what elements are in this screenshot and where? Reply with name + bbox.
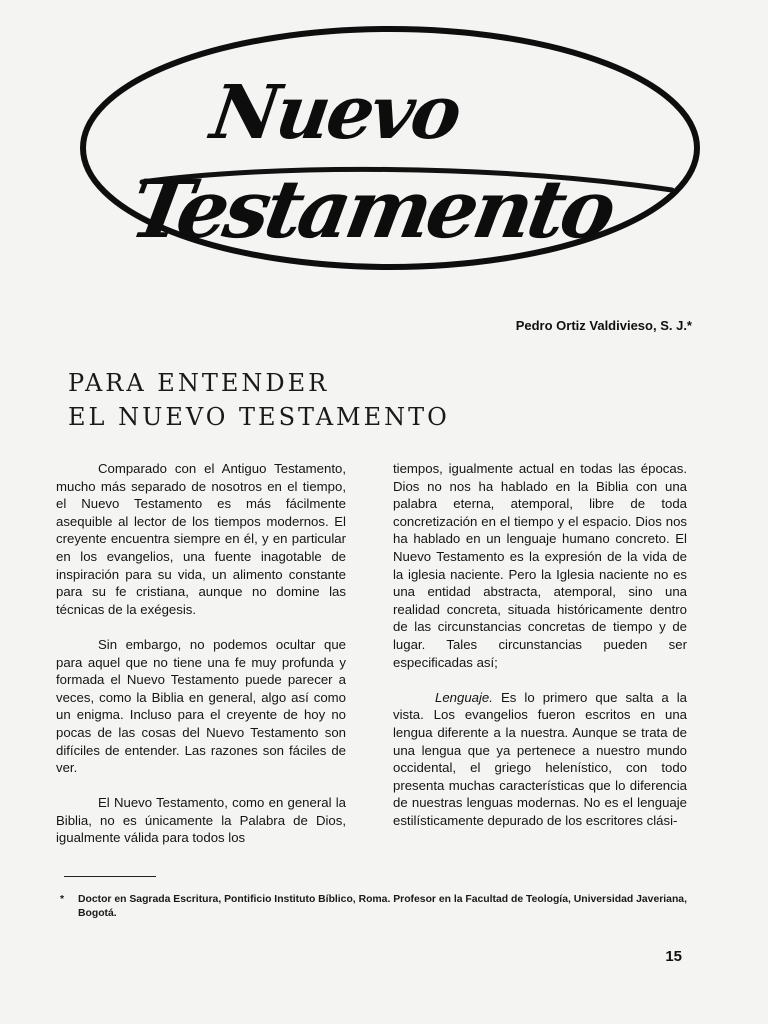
- paragraph-body: Es lo primero que salta a la vista. Los evangelios fueron escritos en una lengua diferente a la nuestra. Aunque se trata de una lengua que ya pertenece a nuestro mundo occidental, el griego helenístico, con todo presenta muchas características que lo diferencia de nuestras lenguas modernas. No es el lenguaje estilísticamente depurado de los escritores clási-: [393, 689, 687, 828]
- footnote-divider: [64, 876, 156, 877]
- article-heading: [68, 366, 450, 434]
- paragraph-lead: Lenguaje.: [435, 689, 493, 705]
- page-number: 15: [665, 948, 682, 965]
- footnote: [60, 893, 690, 921]
- footnote-marker: *: [60, 894, 65, 905]
- paragraph: tiempos, igualmente actual en todas las épocas. Dios no nos ha hablado en la Biblia con una palabra eterna, atemporal, libre de toda concretización en el tiempo y el espacio. Dios nos ha hablado en un lenguaje humano concreto. El Nuevo Testamento es la expresión de la vida de la iglesia naciente. Pero la Iglesia naciente no es una entidad abstracta, atemporal, sino una realidad concreta, situada históricamente dentro de las circunstancias concretas de tiempo y de lugar. Tales circunstancias pueden ser especificadas así;: [393, 461, 687, 670]
- masthead-logo: [72, 14, 712, 284]
- right-column: [393, 460, 687, 847]
- author-byline: Pedro Ortiz Valdivieso, S. J.*: [515, 318, 692, 333]
- heading-line-2: EL NUEVO TESTAMENTO: [68, 403, 450, 431]
- paragraph: [393, 689, 687, 830]
- paragraph: Sin embargo, no podemos ocultar que para aquel que no tiene una fe muy profunda y formada el Nuevo Testamento puede parecer a veces, como la Biblia en general, algo así como un enigma. Incluso para el creyente de hoy no pocas de las cosas del Nuevo Testamento son difíciles de entender. Las razones son fáciles de ver.: [56, 636, 346, 776]
- paragraph: Comparado con el Antiguo Testamento, mucho más separado de nosotros en el tiempo, el Nuevo Testamento es más fácilmente asequible al lector de los tiempos modernos. El creyente encuentra siempre en él, y en particular en los evangelios, una fuente inagotable de inspiración para su vida, un alimento constante para su fe cristiana, aunque no domine las técnicas de la exégesis.: [56, 461, 346, 617]
- paragraph: El Nuevo Testamento, como en general la Biblia, no es únicamente la Palabra de Dios, igualmente válida para todos los: [56, 795, 346, 846]
- heading-line-1: PARA ENTENDER: [68, 369, 330, 397]
- masthead-word-1: Nuevo: [205, 70, 464, 156]
- masthead-word-2: Testamento: [123, 162, 620, 256]
- left-column: [56, 460, 346, 865]
- footnote-text: Doctor en Sagrada Escritura, Pontificio Instituto Bíblico, Roma. Profesor en la Facultad de Teología, Universidad Javeriana, Bogotá.: [78, 894, 687, 919]
